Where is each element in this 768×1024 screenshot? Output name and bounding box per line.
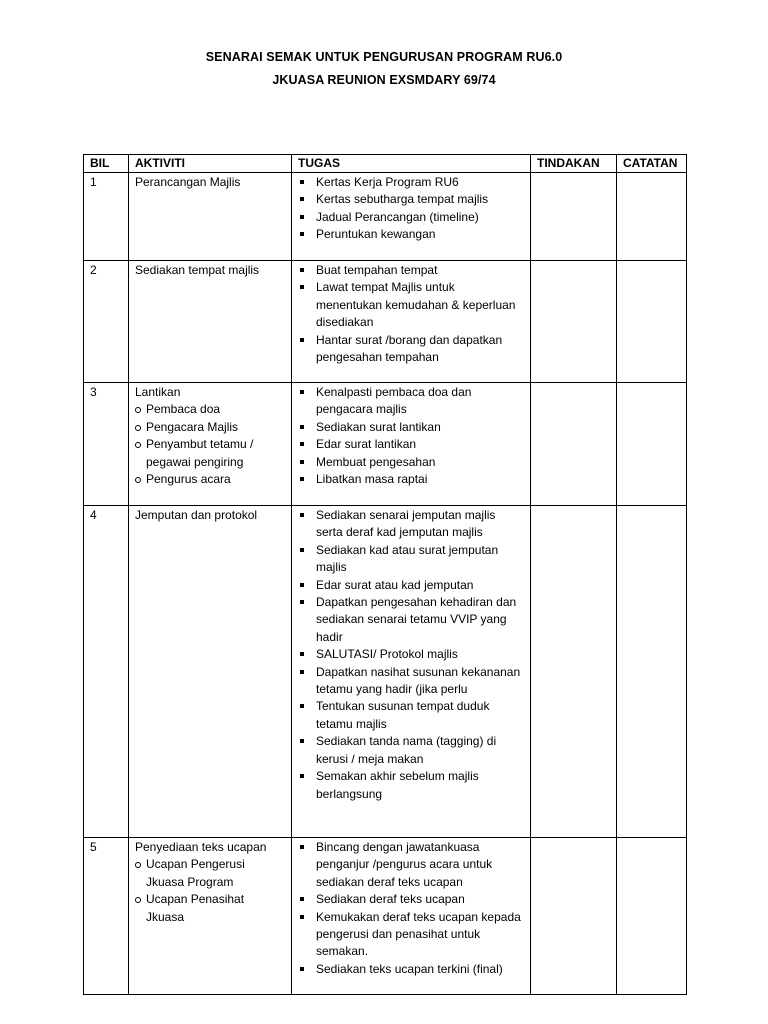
header-bil: BIL xyxy=(84,155,129,173)
aktiviti-sub-list xyxy=(135,856,285,926)
catatan-cell xyxy=(617,261,687,383)
list-item: Kertas sebutharga tempat majlis xyxy=(298,191,524,208)
list-item: Sediakan tanda nama (tagging) di kerusi / meja makan xyxy=(298,733,524,768)
list-item: Ucapan Penasihat Jkuasa xyxy=(135,891,285,926)
aktiviti-label: Lantikan xyxy=(135,385,181,399)
aktiviti-label: Penyediaan teks ucapan xyxy=(135,840,267,854)
aktiviti-sub-list xyxy=(135,401,285,488)
aktiviti-label: Sediakan tempat majlis xyxy=(135,263,260,277)
table-row xyxy=(84,173,687,261)
list-item: Hantar surat /borang dan dapatkan pengesahan tempahan xyxy=(298,332,524,367)
list-item: SALUTASI/ Protokol majlis xyxy=(298,646,524,663)
table-row xyxy=(84,506,687,838)
list-item: Sediakan surat lantikan xyxy=(298,419,524,436)
aktiviti-cell xyxy=(129,838,292,995)
list-item: Jadual Perancangan (timeline) xyxy=(298,209,524,226)
aktiviti-label: Perancangan Majlis xyxy=(135,175,241,189)
list-item: Dapatkan nasihat susunan kekananan tetamu yang hadir (jika perlu xyxy=(298,664,524,699)
list-item: Sediakan deraf teks ucapan xyxy=(298,891,524,908)
tindakan-cell xyxy=(531,506,617,838)
aktiviti-cell xyxy=(129,261,292,383)
list-item: Kenalpasti pembaca doa dan pengacara majlis xyxy=(298,384,524,419)
list-item: Tentukan susunan tempat duduk tetamu majlis xyxy=(298,698,524,733)
catatan-cell xyxy=(617,506,687,838)
header-catatan: CATATAN xyxy=(617,155,687,173)
tindakan-cell xyxy=(531,173,617,261)
list-item: Buat tempahan tempat xyxy=(298,262,524,279)
list-item: Pembaca doa xyxy=(135,401,285,418)
aktiviti-cell xyxy=(129,506,292,838)
table-row xyxy=(84,261,687,383)
bil-cell: 4 xyxy=(84,506,129,838)
tugas-list xyxy=(298,507,524,803)
bil-cell: 3 xyxy=(84,383,129,506)
list-item: Kertas Kerja Program RU6 xyxy=(298,174,524,191)
catatan-cell xyxy=(617,173,687,261)
document-subtitle: JKUASA REUNION EXSMDARY 69/74 xyxy=(272,73,496,87)
tugas-cell xyxy=(292,173,531,261)
list-item: Semakan akhir sebelum majlis berlangsung xyxy=(298,768,524,803)
list-item: Sediakan senarai jemputan majlis serta deraf kad jemputan majlis xyxy=(298,507,524,542)
aktiviti-cell xyxy=(129,383,292,506)
header-aktiviti: AKTIVITI xyxy=(129,155,292,173)
tindakan-cell xyxy=(531,261,617,383)
list-item: Pengacara Majlis xyxy=(135,419,285,436)
tugas-list xyxy=(298,839,524,978)
aktiviti-cell xyxy=(129,173,292,261)
list-item: Kemukakan deraf teks ucapan kepada pengerusi dan penasihat untuk semakan. xyxy=(298,909,524,961)
tugas-cell xyxy=(292,383,531,506)
list-item: Sediakan kad atau surat jemputan majlis xyxy=(298,542,524,577)
list-item: Peruntukan kewangan xyxy=(298,226,524,243)
tugas-cell xyxy=(292,838,531,995)
header-tindakan: TINDAKAN xyxy=(531,155,617,173)
list-item: Penyambut tetamu / pegawai pengiring xyxy=(135,436,285,471)
tugas-list xyxy=(298,174,524,244)
tugas-cell xyxy=(292,261,531,383)
list-item: Membuat pengesahan xyxy=(298,454,524,471)
document-title: SENARAI SEMAK UNTUK PENGURUSAN PROGRAM RU6.0 xyxy=(205,50,563,64)
list-item: Edar surat atau kad jemputan xyxy=(298,577,524,594)
list-item: Sediakan teks ucapan terkini (final) xyxy=(298,961,524,978)
list-item: Lawat tempat Majlis untuk menentukan kemudahan & keperluan disediakan xyxy=(298,279,524,331)
tugas-cell xyxy=(292,506,531,838)
tindakan-cell xyxy=(531,838,617,995)
table-header-row xyxy=(84,155,687,173)
tindakan-cell xyxy=(531,383,617,506)
list-item: Dapatkan pengesahan kehadiran dan sediakan senarai tetamu VVIP yang hadir xyxy=(298,594,524,646)
header-tugas: TUGAS xyxy=(292,155,531,173)
list-item: Edar surat lantikan xyxy=(298,436,524,453)
bil-cell: 1 xyxy=(84,173,129,261)
tugas-list xyxy=(298,262,524,366)
catatan-cell xyxy=(617,383,687,506)
list-item: Libatkan masa raptai xyxy=(298,471,524,488)
table-row xyxy=(84,838,687,995)
list-item: Pengurus acara xyxy=(135,471,285,488)
bil-cell: 2 xyxy=(84,261,129,383)
catatan-cell xyxy=(617,838,687,995)
tugas-list xyxy=(298,384,524,488)
bil-cell: 5 xyxy=(84,838,129,995)
list-item: Bincang dengan jawatankuasa penganjur /pengurus acara untuk sediakan deraf teks ucapan xyxy=(298,839,524,891)
aktiviti-label: Jemputan dan protokol xyxy=(135,508,258,522)
checklist-table xyxy=(83,154,687,995)
table-row xyxy=(84,383,687,506)
list-item: Ucapan Pengerusi Jkuasa Program xyxy=(135,856,285,891)
